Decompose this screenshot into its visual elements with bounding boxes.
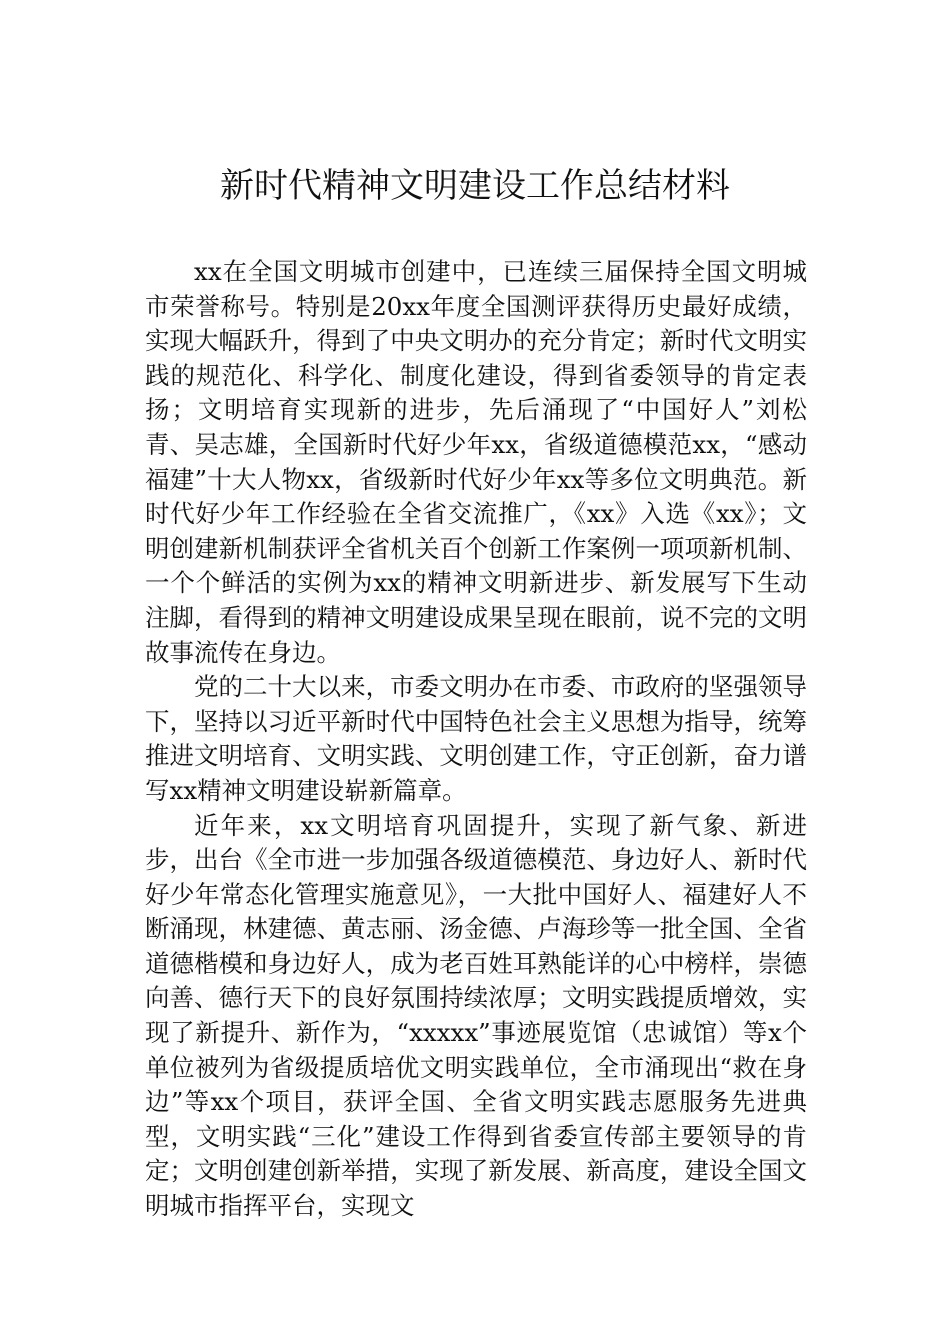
paragraph-3: 近年来，xx文明培育巩固提升，实现了新气象、新进步，出台《全市进一步加强各级道德模范、身边好人、新时代好少年常态化管理实施意见》，一大批中国好人、福建好人不断涌现，林建德、黄志丽、汤金德、卢海珍等一批全国、全省道德楷模和身边好人，成为老百姓耳熟能详的心中榜样，崇德向善、德行天下的良好氛围持续浓厚；文明实践提质增效，实现了新提升、新作为，“xxxxx”事迹展览馆（忠诚馆）等x个单位被列为省级提质培优文明实践单位，全市涌现出“救在身边”等xx个项目，获评全国、全省文明实践志愿服务先进典型，文明实践“三化”建设工作得到省委宣传部主要领导的肯定；文明创建创新举措，实现了新发展、新高度，建设全国文明城市指挥平台，实现文 bbox=[145, 810, 807, 1221]
paragraph-2: 党的二十大以来，市委文明办在市委、市政府的坚强领导下，坚持以习近平新时代中国特色社会主义思想为指导，统筹推进文明培育、文明实践、文明创建工作，守正创新，奋力谱写xx精神文明建设崭新篇章。 bbox=[145, 672, 807, 805]
paragraph-1: xx在全国文明城市创建中，已连续三届保持全国文明城市荣誉称号。特别是20xx年度全国测评获得历史最好成绩，实现大幅跃升，得到了中央文明办的充分肯定；新时代文明实践的规范化、科学化、制度化建设，得到省委领导的肯定表扬；文明培育实现新的进步，先后涌现了“中国好人”刘松青、吴志雄，全国新时代好少年xx，省级道德模范xx，“感动福建”十大人物xx，省级新时代好少年xx等多位文明典范。新时代好少年工作经验在全省交流推广，《xx》入选《xx》；文明创建新机制获评全省机关百个创新工作案例一项项新机制、一个个鲜活的实例为xx的精神文明新进步、新发展写下生动注脚，看得到的精神文明建设成果呈现在眼前，说不完的文明故事流传在身边。 bbox=[145, 257, 807, 667]
document-body bbox=[145, 255, 807, 1224]
document-title: 新时代精神文明建设工作总结材料 bbox=[220, 166, 730, 206]
